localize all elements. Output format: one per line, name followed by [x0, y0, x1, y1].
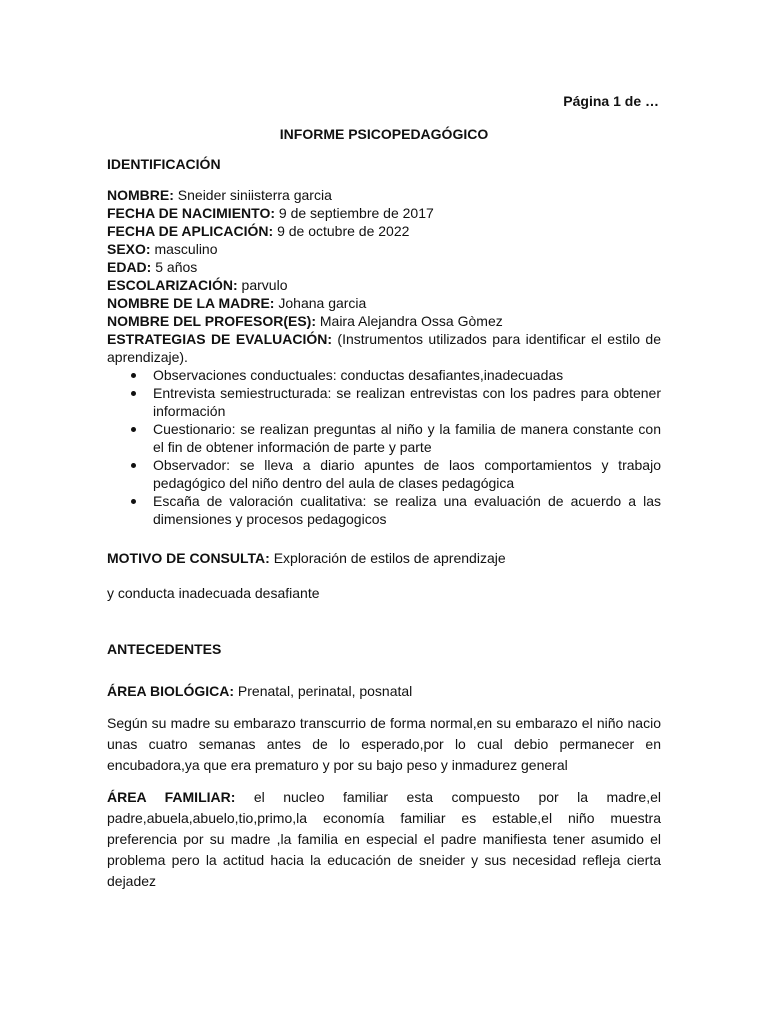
list-item-text: Observaciones conductuales: conductas desafiantes,inadecuadas [153, 367, 564, 383]
field-label: NOMBRE: [107, 187, 174, 203]
field-teacher-name [107, 312, 661, 330]
bullet-icon [131, 499, 136, 504]
strategies-value: (Instrumentos utilizados para identificar el estilo de aprendizaje). [107, 331, 661, 365]
list-item-text: Cuestionario: se realizan preguntas al niño y la familia de manera constante con el fin de obtener información de parte y parte [153, 421, 661, 455]
list-item [107, 492, 661, 528]
field-label: FECHA DE APLICACIÓN: [107, 223, 274, 239]
bullet-icon [131, 391, 136, 396]
field-value: parvulo [237, 277, 288, 293]
field-mother-name [107, 294, 661, 312]
field-value: Johana garcia [274, 295, 367, 311]
list-item-text: Entrevista semiestructurada: se realizan entrevistas con los padres para obtener información [153, 385, 661, 419]
field-label: EDAD: [107, 259, 152, 275]
biological-area-paragraph: Según su madre su embarazo transcurrio de forma normal,en su embarazo el niño nacio unas cuatro semanas antes de lo esperado,por lo cual debio permanecer en encubadora,ya que era prematuro y por su bajo peso y inmadurez general [107, 715, 661, 773]
biological-area-label: ÁREA BIOLÓGICA: [107, 683, 235, 699]
list-item [107, 420, 661, 456]
field-label: NOMBRE DE LA MADRE: [107, 295, 275, 311]
bullet-icon [131, 463, 136, 468]
list-item-text: Escaña de valoración cualitativa: se realiza una evaluación de acuerdo a las dimensiones y procesos pedagogicos [153, 493, 661, 527]
field-age [107, 258, 661, 276]
biological-area-heading [107, 681, 661, 702]
field-schooling [107, 276, 661, 294]
list-item [107, 366, 661, 384]
field-value: masculino [150, 241, 218, 257]
family-area-value: el nucleo familiar esta compuesto por la madre,el padre,abuela,abuelo,tio,primo,la economía familiar es estable,el niño muestra preferencia por su madre ,la familia en especial el padre manifiesta tener asumido el problema pero la actitud hacia la educación de sneider y sus necesidad refleja cierta dejadez [107, 789, 661, 889]
identification-heading: IDENTIFICACIÓN [107, 156, 221, 172]
consultation-label: MOTIVO DE CONSULTA: [107, 550, 270, 566]
biological-area-value: Prenatal, perinatal, posnatal [234, 683, 413, 699]
field-value: Maira Alejandra Ossa Gòmez [315, 313, 503, 329]
bullet-icon [131, 427, 136, 432]
document-title: INFORME PSICOPEDAGÓGICO [279, 126, 489, 142]
list-item [107, 456, 661, 492]
evaluation-strategies [107, 330, 661, 366]
consultation-value: Exploración de estilos de aprendizaje [269, 550, 506, 566]
identification-fields [107, 186, 661, 528]
strategies-label: ESTRATEGIAS DE EVALUACIÓN: [107, 331, 332, 347]
field-birth-date [107, 204, 661, 222]
list-item-text: Observador: se lleva a diario apuntes de laos comportamientos y trabajo pedagógico del niño dentro del aula de clases pedagógica [153, 457, 661, 491]
field-label: NOMBRE DEL PROFESOR(ES): [107, 313, 316, 329]
field-value: 9 de octubre de 2022 [273, 223, 410, 239]
field-sex [107, 240, 661, 258]
field-label: SEXO: [107, 241, 151, 257]
field-value: Sneider siniisterra garcia [173, 187, 332, 203]
list-item [107, 384, 661, 420]
bullet-icon [131, 373, 136, 378]
field-application-date [107, 222, 661, 240]
field-label: FECHA DE NACIMIENTO: [107, 205, 275, 221]
page-number: Página 1 de … [563, 93, 659, 109]
strategies-list [107, 366, 661, 528]
family-area-paragraph [107, 787, 661, 892]
field-name [107, 186, 661, 204]
field-value: 5 años [151, 259, 198, 275]
field-label: ESCOLARIZACIÓN: [107, 277, 238, 293]
consultation-reason [107, 548, 661, 569]
document-page [107, 0, 661, 1024]
field-value: 9 de septiembre de 2017 [275, 205, 434, 221]
antecedentes-heading: ANTECEDENTES [107, 641, 222, 657]
consultation-continuation: y conducta inadecuada desafiante [107, 585, 320, 601]
family-area-label: ÁREA FAMILIAR: [107, 789, 236, 805]
